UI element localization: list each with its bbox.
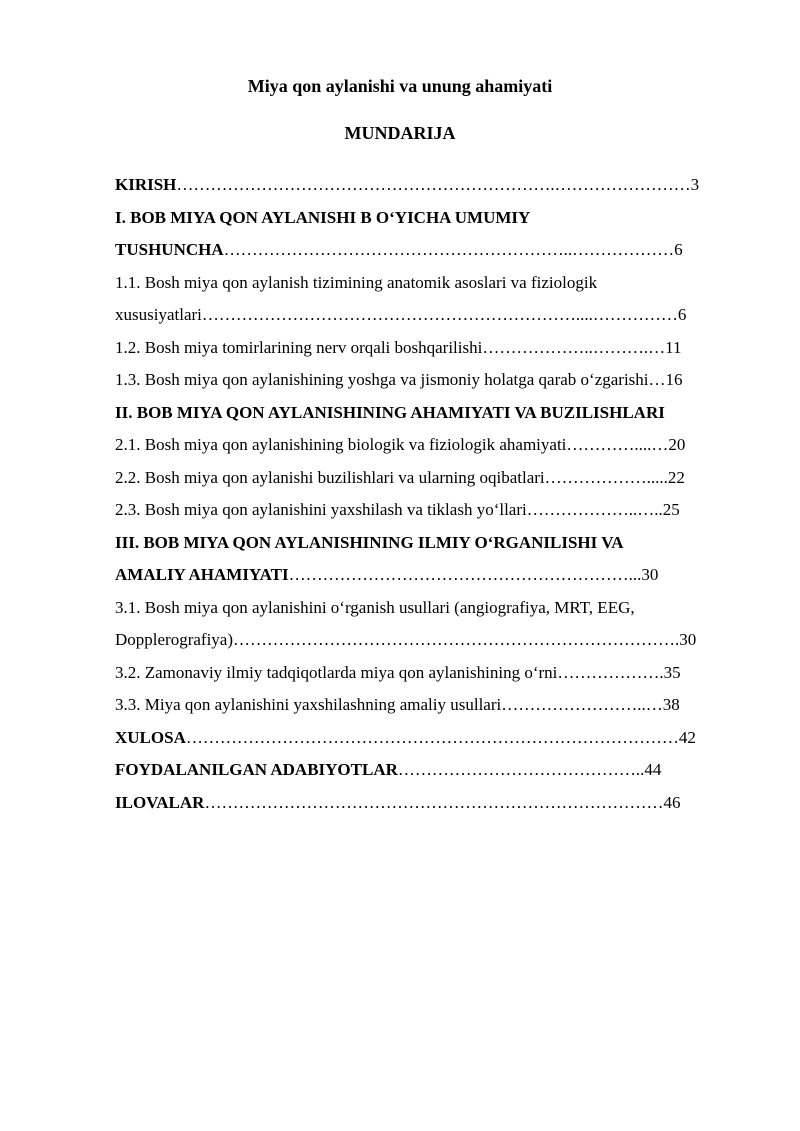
toc-page-number: 30: [641, 565, 659, 584]
toc-entry-text: 1.1. Bosh miya qon aylanish tizimining anatomik asoslari va fiziologik: [115, 272, 598, 292]
toc-entry-text: KIRISH: [115, 175, 177, 194]
toc-entry: [115, 202, 742, 235]
toc-entry-text: 2.3. Bosh miya qon aylanishini yaxshilash va tiklash yo‘llari: [115, 500, 527, 519]
toc-page-number: 35: [663, 662, 681, 682]
table-of-contents: [115, 169, 742, 819]
toc-leader: ………………..…..: [526, 500, 663, 519]
toc-page-number: 20: [668, 435, 686, 454]
toc-leader: ……………………………………………………………………………: [185, 727, 679, 747]
toc-entry: [115, 787, 742, 820]
toc-entry-text: FOYDALANILGAN ADABIYOTLAR: [115, 760, 398, 779]
toc-entry: [115, 657, 742, 690]
toc-entry-text: TUSHUNCHA: [115, 240, 224, 259]
toc-entry-text: xususiyatlari: [115, 305, 202, 324]
toc-leader: …: [648, 370, 666, 389]
toc-leader: ……………….: [557, 662, 664, 682]
toc-page-number: 3: [690, 175, 700, 194]
toc-leader: ……………………………………..: [397, 760, 645, 779]
toc-entry: [115, 722, 742, 755]
toc-entry: [115, 527, 742, 560]
toc-entry-text: AMALIY AHAMIYATI: [115, 565, 289, 584]
toc-leader: ………………………………………………………….……………………: [176, 175, 691, 194]
toc-entry-text: 2.1. Bosh miya qon aylanishining biologik va fiziologik ahamiyati: [115, 435, 567, 454]
toc-entry-text: III. BOB MIYA QON AYLANISHINING ILMIY O‘RGANILISHI VA: [115, 532, 624, 552]
toc-entry: [115, 234, 742, 267]
toc-entry-text: 3.1. Bosh miya qon aylanishini o‘rganish usullari (angiografiya, MRT, EEG,: [115, 597, 635, 617]
toc-page-number: 11: [665, 337, 682, 357]
toc-leader: ……………….....: [544, 467, 668, 487]
toc-page-number: 22: [667, 467, 685, 487]
toc-entry: [115, 494, 742, 527]
toc-leader: …………………………………………………………....……………: [201, 305, 678, 324]
toc-entry-text: 1.3. Bosh miya qon aylanishining yoshga va jismoniy holatga qarab o‘zgarishi: [115, 370, 649, 389]
toc-entry: [115, 364, 742, 397]
toc-entry-text: Dopplerografiya): [115, 630, 234, 649]
toc-page-number: 46: [663, 792, 681, 812]
toc-heading: MUNDARIJA: [344, 123, 456, 143]
toc-entry-text: 3.3. Miya qon aylanishini yaxshilashning amaliy usullari: [115, 695, 502, 714]
toc-entry: [115, 299, 742, 332]
toc-entry: [115, 429, 742, 462]
document-title: Miya qon aylanishi va unung ahamiyati: [247, 76, 553, 96]
toc-page-number: 30: [679, 630, 697, 649]
toc-leader: …………....…: [566, 435, 669, 454]
toc-leader: ……………………………………………………..………………: [223, 240, 675, 259]
toc-entry-text: ILOVALAR: [115, 792, 205, 812]
toc-entry-text: 3.2. Zamonaviy ilmiy tadqiqotlarda miya qon aylanishining o‘rni: [115, 662, 558, 682]
toc-leader: ………………..……….…: [482, 337, 666, 357]
toc-page-number: 38: [662, 695, 680, 714]
toc-leader: ……………………………………………………...: [288, 565, 642, 584]
toc-leader: ………………………………………………………………………: [204, 792, 664, 812]
toc-page-number: 44: [644, 760, 662, 779]
toc-entry: [115, 624, 742, 657]
toc-entry-text: 1.2. Bosh miya tomirlarining nerv orqali boshqarilishi: [115, 337, 483, 357]
toc-entry-text: II. BOB MIYA QON AYLANISHINING AHAMIYATI VA BUZILISHLARI: [115, 402, 665, 422]
toc-page-number: 42: [678, 727, 696, 747]
toc-entry: [115, 689, 742, 722]
toc-entry: [115, 754, 742, 787]
toc-entry-text: XULOSA: [115, 727, 186, 747]
toc-entry-text: 2.2. Bosh miya qon aylanishi buzilishlari va ularning oqibatlari: [115, 467, 545, 487]
toc-leader: …………………………………………………………………….: [233, 630, 680, 649]
toc-entry: [115, 559, 742, 592]
toc-page-number: 6: [677, 305, 687, 324]
toc-page-number: 16: [665, 370, 683, 389]
toc-entry: [115, 267, 742, 300]
toc-entry: [115, 462, 742, 495]
toc-leader: ……………………..…: [501, 695, 663, 714]
toc-page-number: 6: [674, 240, 683, 259]
toc-entry: [115, 169, 742, 202]
toc-entry: [115, 397, 742, 430]
toc-entry-text: I. BOB MIYA QON AYLANISHI B O‘YICHA UMUMIY: [115, 207, 531, 227]
toc-page-number: 25: [662, 500, 680, 519]
toc-entry: [115, 332, 742, 365]
toc-entry: [115, 592, 742, 625]
